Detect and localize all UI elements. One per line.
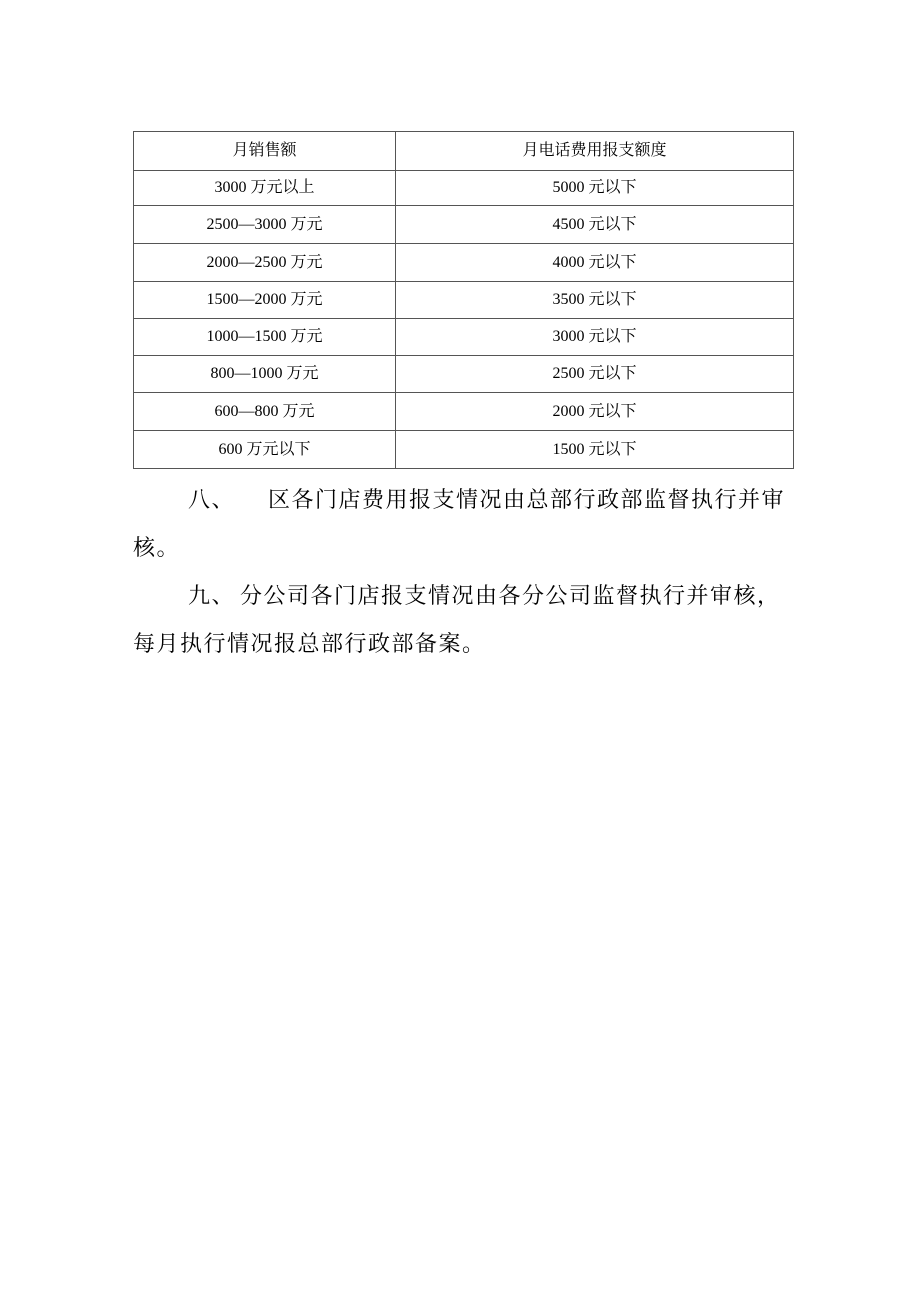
limit-cell: 3500 元以下	[396, 282, 794, 319]
sales-cell: 1000—1500 万元	[134, 319, 396, 356]
limit-cell: 2000 元以下	[396, 393, 794, 431]
clause-number: 九、	[188, 584, 236, 609]
table-row	[134, 431, 794, 469]
header-monthly-sales: 月销售额	[134, 132, 396, 171]
table-header-row	[134, 132, 794, 171]
clause-nine	[133, 573, 798, 669]
sales-cell: 600 万元以下	[134, 431, 396, 469]
clause-eight	[133, 477, 798, 573]
table-row	[134, 206, 794, 244]
clause-number: 八、	[188, 488, 236, 513]
limit-cell: 4500 元以下	[396, 206, 794, 244]
table-row	[134, 319, 794, 356]
sales-cell: 800—1000 万元	[134, 356, 396, 393]
sales-cell: 2000—2500 万元	[134, 244, 396, 282]
sales-cell: 2500—3000 万元	[134, 206, 396, 244]
table-row	[134, 282, 794, 319]
table-row	[134, 393, 794, 431]
limit-cell: 5000 元以下	[396, 171, 794, 206]
sales-cell: 1500—2000 万元	[134, 282, 396, 319]
limit-cell: 4000 元以下	[396, 244, 794, 282]
sales-cell: 3000 万元以上	[134, 171, 396, 206]
header-phone-expense-limit: 月电话费用报支额度	[396, 132, 794, 171]
table-row	[134, 356, 794, 393]
limit-cell: 1500 元以下	[396, 431, 794, 469]
table-row	[134, 171, 794, 206]
table-row	[134, 244, 794, 282]
phone-expense-limit-table	[133, 131, 794, 469]
clause-text: 分公司各门店报支情况由各分公司监督执行并审核，每月执行情况报总部行政部备案。	[133, 584, 781, 657]
clause-text: 区各门店费用报支情况由总部行政部监督执行并审核。	[133, 488, 786, 561]
sales-cell: 600—800 万元	[134, 393, 396, 431]
limit-cell: 2500 元以下	[396, 356, 794, 393]
limit-cell: 3000 元以下	[396, 319, 794, 356]
